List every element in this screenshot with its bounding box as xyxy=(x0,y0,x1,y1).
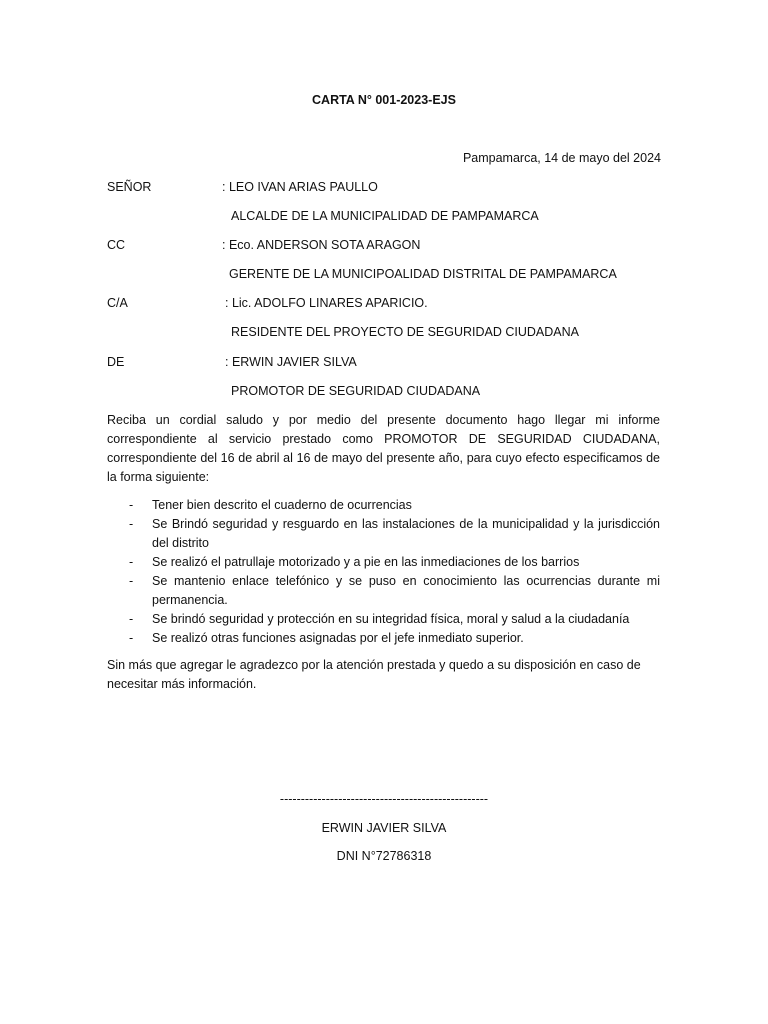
list-item-text: Se brindó seguridad y protección en su integridad física, moral y salud a la ciudadanía xyxy=(152,612,630,626)
signature-name: ERWIN JAVIER SILVA xyxy=(321,821,447,835)
ca-label: C/A xyxy=(107,296,128,310)
list-item xyxy=(107,629,660,648)
closing-paragraph: Sin más que agregar le agradezco por la atención prestada y quedo a su disposición en caso de necesitar más información. xyxy=(107,658,641,691)
list-item-text: Se realizó otras funciones asignadas por el jefe inmediato superior. xyxy=(152,631,524,645)
list-item xyxy=(107,610,660,629)
place-date: Pampamarca, 14 de mayo del 2024 xyxy=(462,151,661,165)
list-item xyxy=(107,553,660,572)
ca-name: : Lic. ADOLFO LINARES APARICIO. xyxy=(225,296,428,310)
list-item-text: Tener bien descrito el cuaderno de ocurrencias xyxy=(152,498,412,512)
list-item-text: Se realizó el patrullaje motorizado y a pie en las inmediaciones de los barrios xyxy=(152,555,580,569)
body-paragraph: Reciba un cordial saludo y por medio del presente documento hago llegar mi informe correspondiente al servicio prestado como PROMOTOR DE SEGURIDAD CIUDADANA, correspondiente del 16 de abril al 16 de mayo del presente año, para cuyo efecto especificamos de la forma siguiente: xyxy=(107,413,660,484)
bullet-dash: - xyxy=(129,517,134,531)
signature-line: -------------------------------------------------- xyxy=(279,792,489,806)
bullet-dash: - xyxy=(129,555,134,569)
bullet-dash: - xyxy=(129,612,134,626)
list-item xyxy=(107,496,660,515)
list-item-text: Se Brindó seguridad y resguardo en las instalaciones de la municipalidad y la jurisdicción del distrito xyxy=(152,517,660,550)
from-role: PROMOTOR DE SEGURIDAD CIUDADANA xyxy=(231,384,481,398)
signature-dni: DNI N°72786318 xyxy=(336,849,432,863)
cc-name: : Eco. ANDERSON SOTA ARAGON xyxy=(222,238,421,252)
list-item xyxy=(107,515,660,553)
recipient-role: ALCALDE DE LA MUNICIPALIDAD DE PAMPAMARCA xyxy=(231,209,539,223)
ca-role: RESIDENTE DEL PROYECTO DE SEGURIDAD CIUDADANA xyxy=(231,325,579,339)
bullet-dash: - xyxy=(129,574,134,588)
from-name: : ERWIN JAVIER SILVA xyxy=(225,355,357,369)
task-list xyxy=(107,496,660,648)
bullet-dash: - xyxy=(129,498,134,512)
from-label: DE xyxy=(107,355,125,369)
bullet-dash: - xyxy=(129,631,134,645)
cc-role: GERENTE DE LA MUNICIPOALIDAD DISTRITAL DE PAMPAMARCA xyxy=(229,267,617,281)
list-item-text: Se mantenio enlace telefónico y se puso en conocimiento las ocurrencias durante mi permanencia. xyxy=(152,574,660,607)
letter-title: CARTA N° 001-2023-EJS xyxy=(312,93,456,107)
list-item xyxy=(107,572,660,610)
recipient-label: SEÑOR xyxy=(107,180,152,194)
recipient-name: : LEO IVAN ARIAS PAULLO xyxy=(222,180,378,194)
cc-label: CC xyxy=(107,238,126,252)
